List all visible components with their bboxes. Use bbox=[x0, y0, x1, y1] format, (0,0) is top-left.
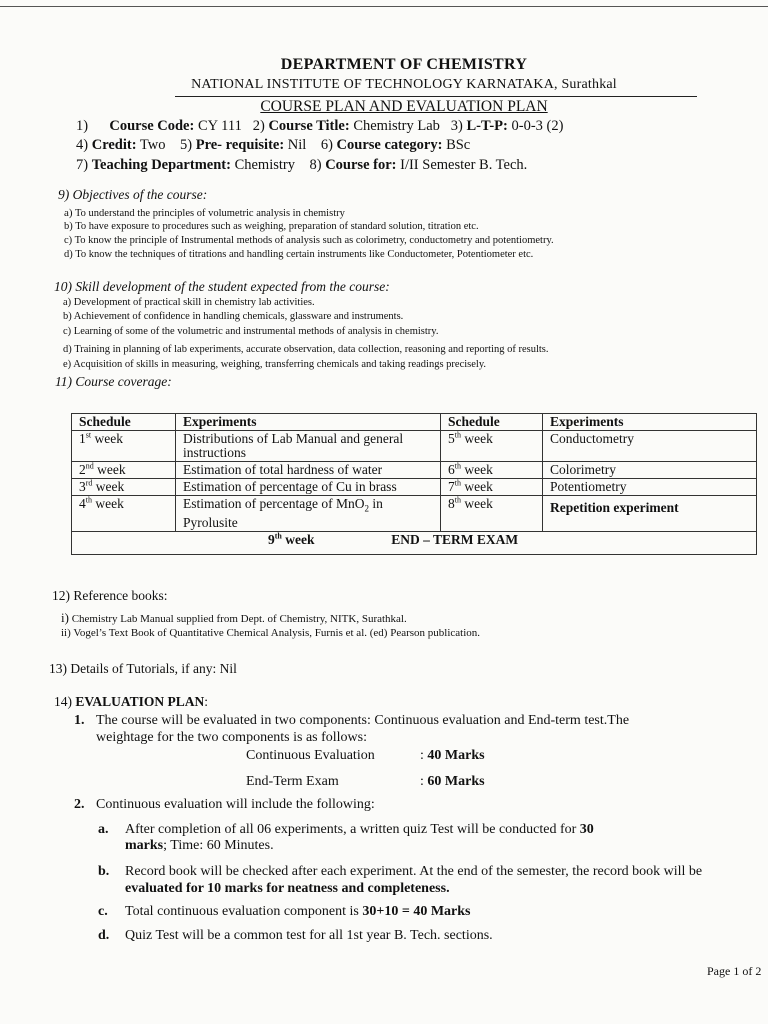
table-row bbox=[72, 431, 757, 462]
eval-sub-b-line1: Record book will be checked after each experiment. At the end of the semester, the record book will be bbox=[125, 864, 703, 879]
objective-item: a) To understand the principles of volumetric analysis in chemistry bbox=[64, 207, 345, 219]
tutorials-line: 13) Details of Tutorials, if any: Nil bbox=[49, 661, 237, 676]
objective-item: c) To know the principle of Instrumental methods of analysis such as colorimetry, conductometry and potentiometry. bbox=[64, 235, 554, 246]
course-info-line-1: 1) Course Code: CY 111 2) Course Title: Chemistry Lab 3) L-T-P: 0-0-3 (2) bbox=[76, 118, 564, 134]
page-number: Page 1 of 2 bbox=[707, 964, 762, 978]
table-header-row bbox=[72, 414, 757, 431]
eval-sub-b-marker: b. bbox=[98, 864, 110, 879]
reference-item: i) Chemistry Lab Manual supplied from Dept. of Chemistry, NITK, Surathkal. bbox=[61, 610, 407, 625]
plan-title: COURSE PLAN AND EVALUATION PLAN bbox=[260, 98, 548, 115]
week-cell: 4th week bbox=[72, 496, 176, 532]
eval-sub-a-line1: After completion of all 06 experiments, a written quiz Test will be conducted for 30 bbox=[125, 822, 594, 837]
experiment-cell: Estimation of percentage of MnO$_2$ in Pyrolusite bbox=[176, 496, 441, 532]
week-cell: 2nd week bbox=[72, 462, 176, 479]
objective-item: d) To know the techniques of titrations and handling certain instruments like Conductometer, Potentiometer etc. bbox=[64, 249, 534, 260]
department-title: DEPARTMENT OF CHEMISTRY bbox=[280, 56, 528, 73]
experiment-cell: Potentiometry bbox=[543, 479, 757, 496]
skill-item: b) Achievement of confidence in handling chemicals, glassware and instruments. bbox=[63, 311, 404, 322]
eval-point-1-line2: weightage for the two components is as follows: bbox=[96, 730, 368, 745]
references-heading: 12) Reference books: bbox=[52, 588, 168, 603]
end-term-row: 9th week END – TERM EXAM bbox=[72, 531, 757, 554]
column-header: Experiments bbox=[543, 414, 757, 431]
experiment-cell: Estimation of percentage of Cu in brass bbox=[176, 479, 441, 496]
week-cell: 7th week bbox=[441, 479, 543, 496]
table-row bbox=[72, 496, 757, 532]
column-header: Schedule bbox=[72, 414, 176, 431]
end-term-marks: : 60 Marks bbox=[420, 774, 485, 789]
skill-item: c) Learning of some of the volumetric and instrumental methods of analysis in chemistry. bbox=[63, 326, 439, 337]
week-cell: 8th week bbox=[441, 496, 543, 532]
institute-name: NATIONAL INSTITUTE OF TECHNOLOGY KARNATAKA, Surathkal bbox=[191, 77, 617, 92]
course-info-line-2: 4) Credit: Two 5) Pre- requisite: Nil 6) Course category: BSc bbox=[76, 137, 471, 153]
week-cell: 1st week bbox=[72, 431, 176, 462]
table-row-final bbox=[72, 531, 757, 554]
eval-sub-d-marker: d. bbox=[98, 928, 110, 943]
skill-item: a) Development of practical skill in chemistry lab activities. bbox=[63, 297, 315, 308]
end-term-label: END – TERM EXAM bbox=[391, 531, 519, 547]
skills-heading: 10) Skill development of the student expected from the course: bbox=[54, 279, 390, 294]
objectives-heading: 9) Objectives of the course: bbox=[58, 187, 208, 202]
experiment-cell: Repetition experiment bbox=[543, 496, 757, 532]
end-term-label: End-Term Exam bbox=[246, 774, 339, 789]
week-cell: 3rd week bbox=[72, 479, 176, 496]
eval-sub-d-text: Quiz Test will be a common test for all 1st year B. Tech. sections. bbox=[125, 928, 493, 943]
objective-item: b) To have exposure to procedures such as weighing, preparation of standard solution, titration etc. bbox=[64, 221, 479, 232]
continuous-eval-marks: : 40 Marks bbox=[420, 748, 485, 763]
experiment-cell: Conductometry bbox=[543, 431, 757, 462]
experiment-cell: Colorimetry bbox=[543, 462, 757, 479]
week-cell: 5th week bbox=[441, 431, 543, 462]
eval-sub-a-line2: marks; Time: 60 Minutes. bbox=[125, 838, 274, 853]
eval-point-2-text: Continuous evaluation will include the following: bbox=[96, 797, 375, 812]
column-header: Schedule bbox=[441, 414, 543, 431]
table-row bbox=[72, 479, 757, 496]
eval-point-1: 1. bbox=[74, 713, 85, 728]
week-cell: 6th week bbox=[441, 462, 543, 479]
reference-item: ii) Vogel’s Text Book of Quantitative Chemical Analysis, Furnis et al. (ed) Pearson publication. bbox=[61, 627, 481, 639]
skill-item: d) Training in planning of lab experiments, accurate observation, data collection, reasoning and reporting of results. bbox=[63, 344, 549, 355]
eval-point-1-line1: The course will be evaluated in two components: Continuous evaluation and End-term test.The bbox=[96, 713, 630, 728]
eval-sub-b-line2: evaluated for 10 marks for neatness and completeness. bbox=[125, 881, 450, 896]
course-info-line-3: 7) Teaching Department: Chemistry 8) Course for: I/II Semester B. Tech. bbox=[76, 157, 528, 173]
header-rule bbox=[175, 96, 697, 97]
scan-top-edge bbox=[0, 6, 768, 7]
continuous-eval-label: Continuous Evaluation bbox=[246, 748, 375, 763]
coverage-heading: 11) Course coverage: bbox=[55, 374, 172, 389]
course-coverage-table bbox=[71, 413, 757, 555]
skill-item: e) Acquisition of skills in measuring, weighing, transferring chemicals and taking readings precisely. bbox=[63, 359, 487, 370]
column-header: Experiments bbox=[176, 414, 441, 431]
eval-sub-c-text: Total continuous evaluation component is 30+10 = 40 Marks bbox=[125, 904, 471, 919]
eval-sub-a-marker: a. bbox=[98, 822, 109, 837]
eval-point-2: 2. bbox=[74, 797, 85, 812]
experiment-cell: Distributions of Lab Manual and general instructions bbox=[176, 431, 441, 462]
evaluation-heading: 14) EVALUATION PLAN: bbox=[54, 694, 209, 709]
table-row bbox=[72, 462, 757, 479]
experiment-cell: Estimation of total hardness of water bbox=[176, 462, 441, 479]
eval-sub-c-marker: c. bbox=[98, 904, 108, 919]
